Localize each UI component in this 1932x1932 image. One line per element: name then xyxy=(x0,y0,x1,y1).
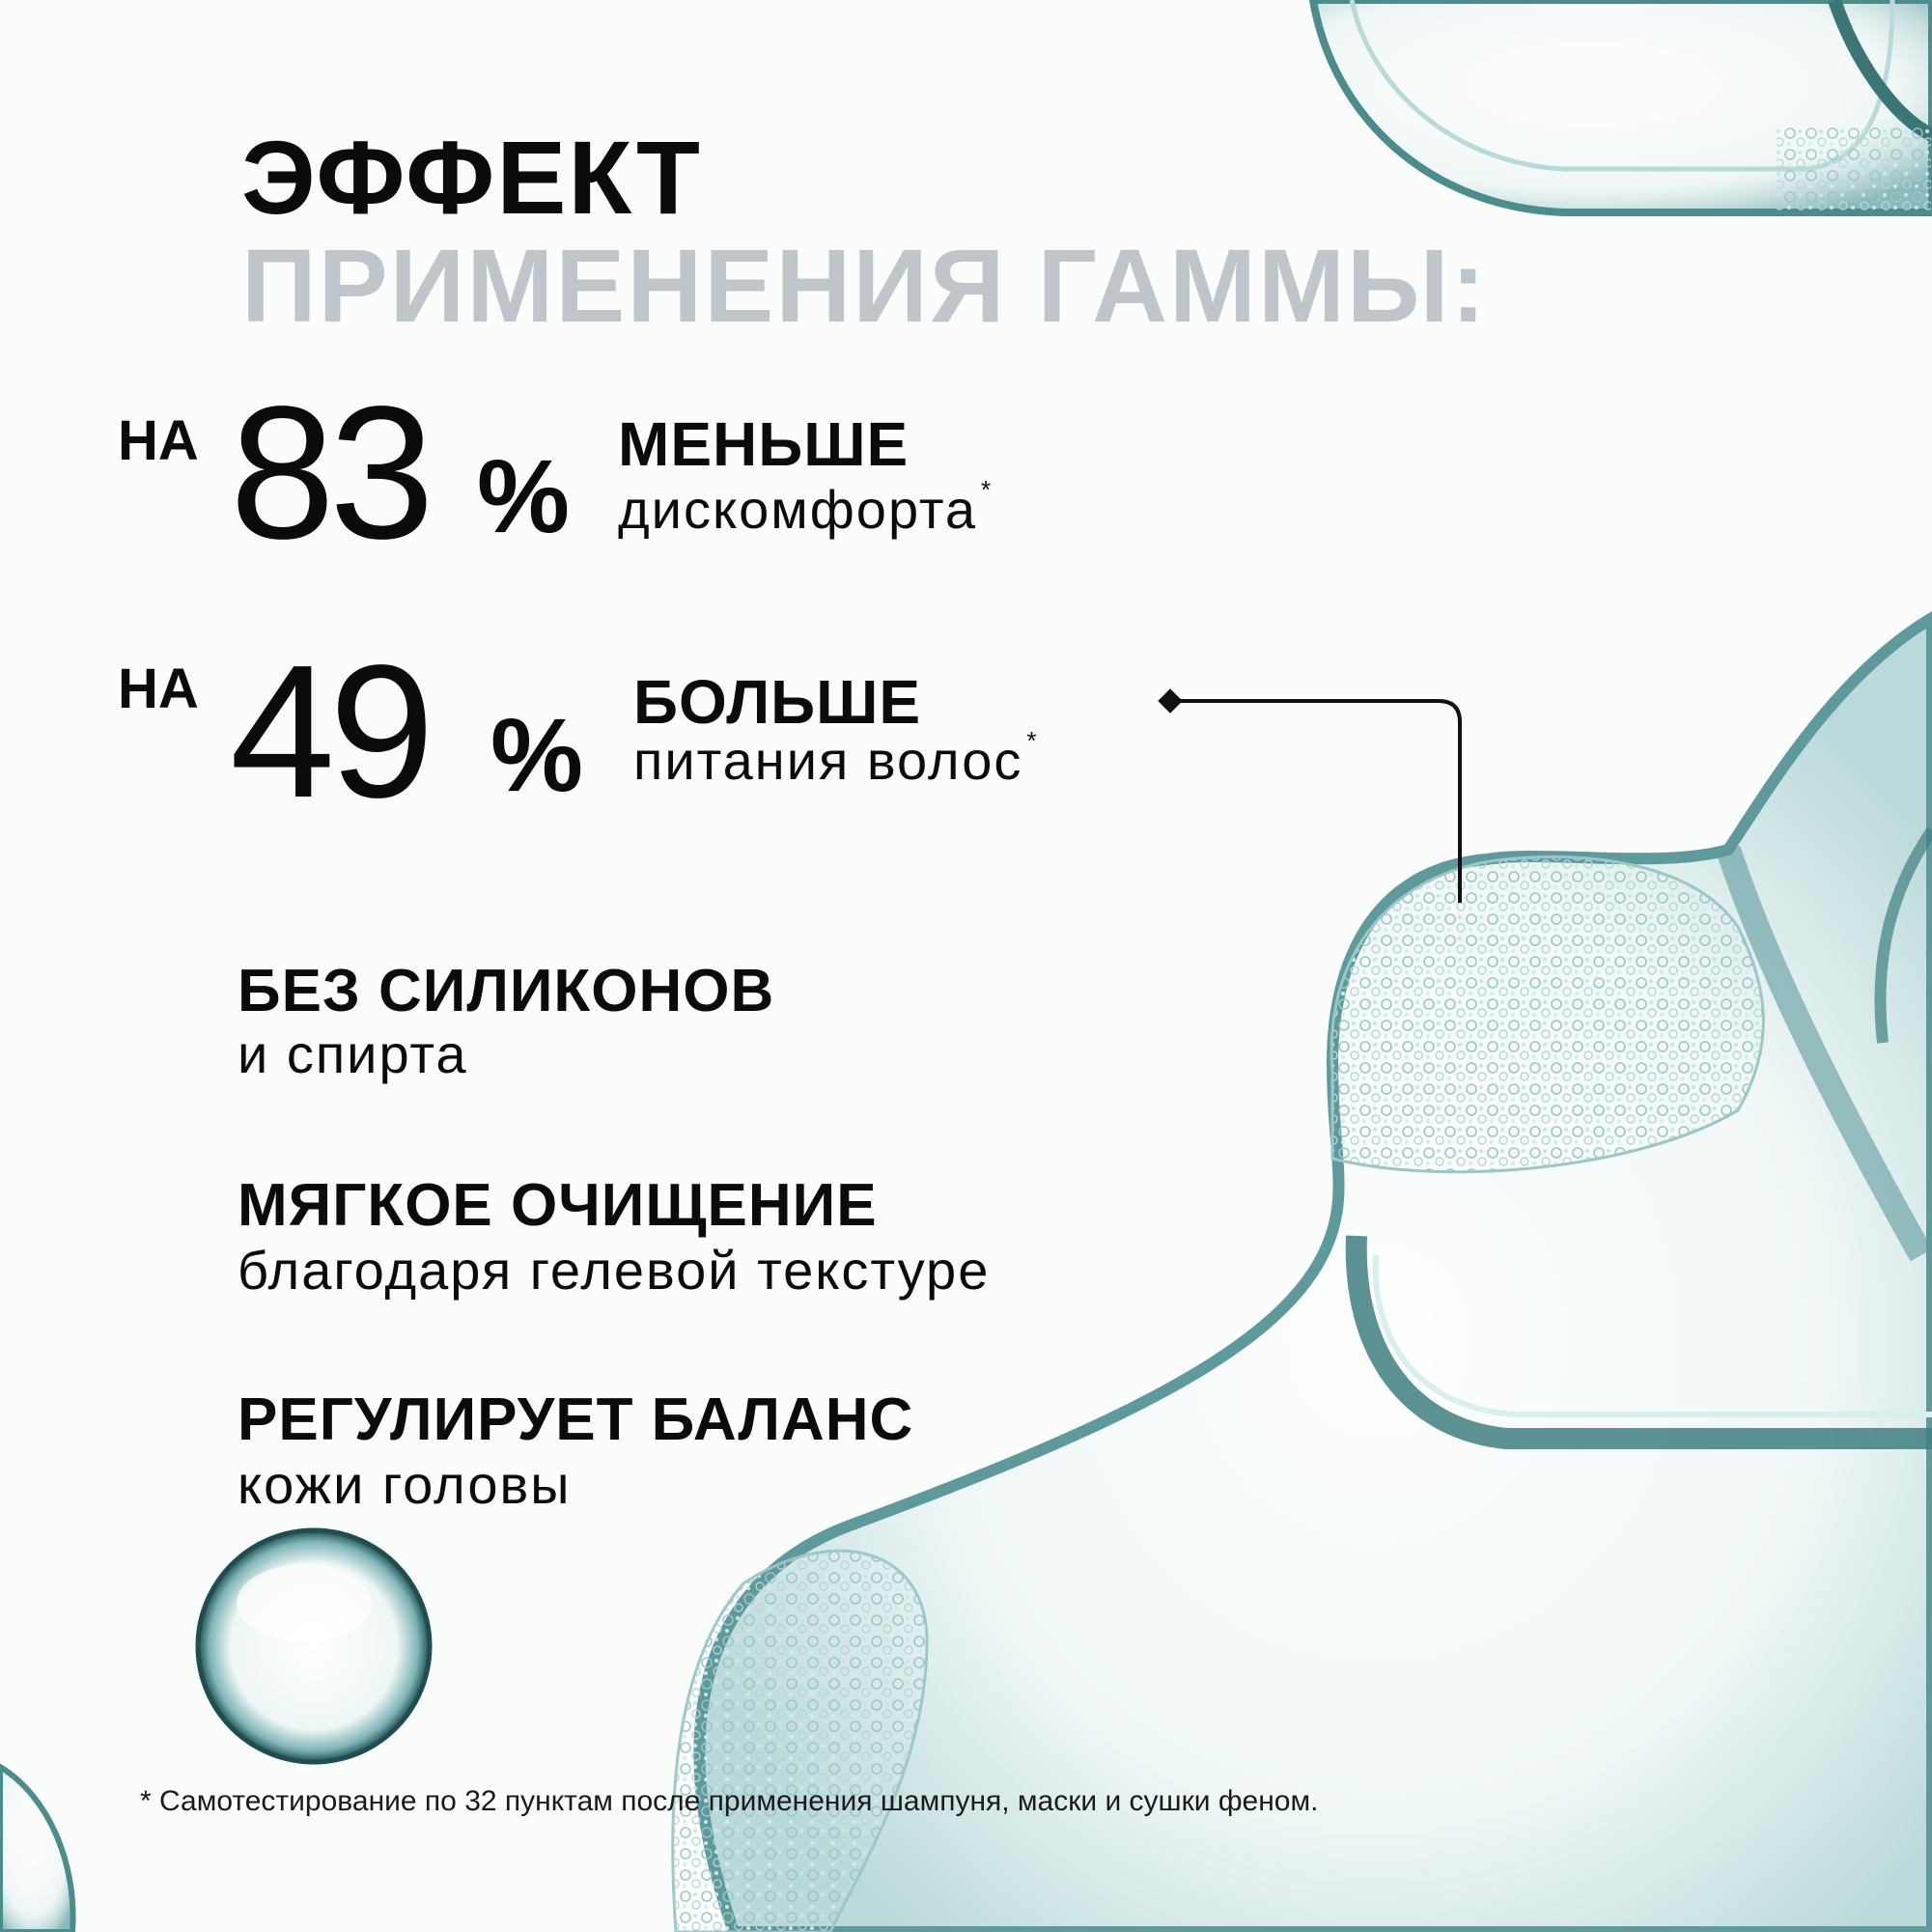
footnote-mark: * xyxy=(981,475,994,504)
benefit-strong-text: МЯГКОЕ ОЧИЩЕНИЕ xyxy=(238,1172,878,1239)
footnote-text: * Самотестирование по 32 пунктам после применения шампуня, маски и сушки феном. xyxy=(140,1785,1319,1817)
stat-strong-text: МЕНЬШЕ xyxy=(618,409,910,479)
heading-line-1: ЭФФЕКТ xyxy=(241,119,702,236)
corner-bubble-shape xyxy=(0,1767,73,1932)
benefit-light-text: и спирта xyxy=(238,1023,468,1084)
stat-light-text: дискомфорта * xyxy=(618,475,994,540)
benefit-strong-text: РЕГУЛИРУЕТ БАЛАНС xyxy=(238,1386,914,1453)
benefit-strong-text: БЕЗ СИЛИКОНОВ xyxy=(238,958,775,1024)
stat-prefix: НА xyxy=(118,409,199,472)
benefit-light-text: благодаря гелевой текстуре xyxy=(238,1240,991,1301)
benefit-light-text: кожи головы xyxy=(238,1454,572,1515)
stat-prefix: НА xyxy=(118,658,199,720)
stat-unit: % xyxy=(477,437,571,554)
top-bubble-shape xyxy=(1313,0,1932,212)
stat-strong-text: БОЛЬШЕ xyxy=(633,667,922,737)
stat-value: 83 xyxy=(230,367,430,578)
stat-value: 49 xyxy=(230,626,430,837)
heading-line-2: ПРИМЕНЕНИЯ ГАММЫ: xyxy=(241,227,1488,344)
footnote-mark: * xyxy=(1026,726,1039,755)
callout-pointer-line xyxy=(1158,688,1460,903)
stat-light-text: питания волос * xyxy=(633,726,1039,791)
stat-unit: % xyxy=(490,696,584,813)
